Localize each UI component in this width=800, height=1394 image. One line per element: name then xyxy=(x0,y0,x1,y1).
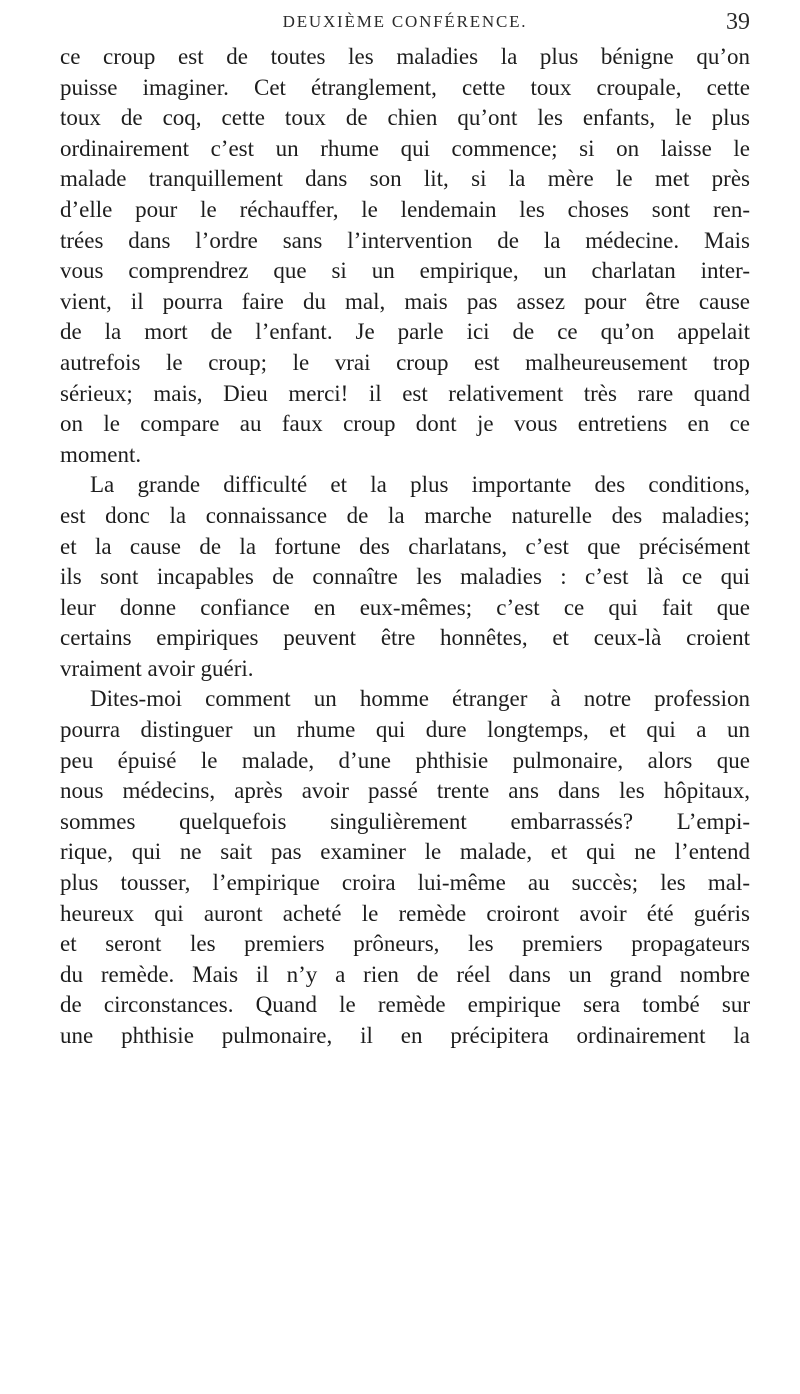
text-line: ordinairement c’est un rhume qui commence; si on laisse le xyxy=(60,135,750,161)
text-line: sommes quelquefois singulièrement embarrassés? L’empi- xyxy=(60,808,750,834)
text-line: Dites-moi comment un homme étranger à notre profession xyxy=(90,686,750,712)
text-line: heureux qui auront acheté le remède croiront avoir été guéris xyxy=(60,900,750,926)
text-line: une phthisie pulmonaire, il en précipitera ordinairement la xyxy=(60,1023,750,1048)
text-line: malade tranquillement dans son lit, si la mère le met près xyxy=(60,166,750,192)
text-line: d’elle pour le réchauffer, le lendemain les choses sont ren- xyxy=(60,196,750,222)
paragraph-2 xyxy=(60,470,750,684)
text-line: trées dans l’ordre sans l’intervention de la médecine. Mais xyxy=(60,227,750,253)
text-line: ce croup est de toutes les maladies la plus bénigne qu’on xyxy=(60,44,750,69)
text-line: ils sont incapables de connaître les maladies : c’est là ce qui xyxy=(60,564,750,590)
text-line: et seront les premiers prôneurs, les premiers propagateurs xyxy=(60,931,750,957)
text-line: de circonstances. Quand le remède empirique sera tombé sur xyxy=(60,992,750,1018)
running-head xyxy=(60,5,750,39)
text-line: plus tousser, l’empirique croira lui-même au succès; les mal- xyxy=(60,870,750,896)
text-line: puisse imaginer. Cet étranglement, cette toux croupale, cette xyxy=(60,74,750,100)
text-line: est donc la connaissance de la marche naturelle des maladies; xyxy=(60,502,750,528)
paragraph-1 xyxy=(60,42,750,470)
text-line: vient, il pourra faire du mal, mais pas assez pour être cause xyxy=(60,288,750,314)
text-line: vraiment avoir guéri. xyxy=(60,655,254,681)
running-title: DEUXIÈME CONFÉRENCE. xyxy=(282,12,528,31)
text-line: pourra distinguer un rhume qui dure longtemps, et qui a un xyxy=(60,717,750,743)
page-number: 39 xyxy=(726,9,750,35)
text-line: certains empiriques peuvent être honnêtes, et ceux-là croient xyxy=(60,625,750,651)
text-line: vous comprendrez que si un empirique, un charlatan inter- xyxy=(60,258,750,284)
text-line: autrefois le croup; le vrai croup est malheureusement trop xyxy=(60,349,750,375)
text-line: du remède. Mais il n’y a rien de réel dans un grand nombre xyxy=(60,961,750,987)
text-line: rique, qui ne sait pas examiner le malade, et qui ne l’entend xyxy=(60,839,750,865)
text-line: sérieux; mais, Dieu merci! il est relativement très rare quand xyxy=(60,380,750,406)
text-line: on le compare au faux croup dont je vous entretiens en ce xyxy=(60,411,750,437)
text-line: peu épuisé le malade, d’une phthisie pulmonaire, alors que xyxy=(60,747,750,773)
text-line: leur donne confiance en eux-mêmes; c’est ce qui fait que xyxy=(60,594,750,620)
text-line: et la cause de la fortune des charlatans, c’est que précisément xyxy=(60,533,750,559)
text-line: toux de coq, cette toux de chien qu’ont les enfants, le plus xyxy=(60,105,750,131)
text-line: de la mort de l’enfant. Je parle ici de ce qu’on appelait xyxy=(60,319,750,345)
body-text xyxy=(60,42,750,1052)
paragraph-3 xyxy=(60,684,750,1051)
text-line: La grande difficulté et la plus importante des conditions, xyxy=(90,472,750,498)
text-line: nous médecins, après avoir passé trente ans dans les hôpitaux, xyxy=(60,778,750,804)
text-line: moment. xyxy=(60,441,142,467)
